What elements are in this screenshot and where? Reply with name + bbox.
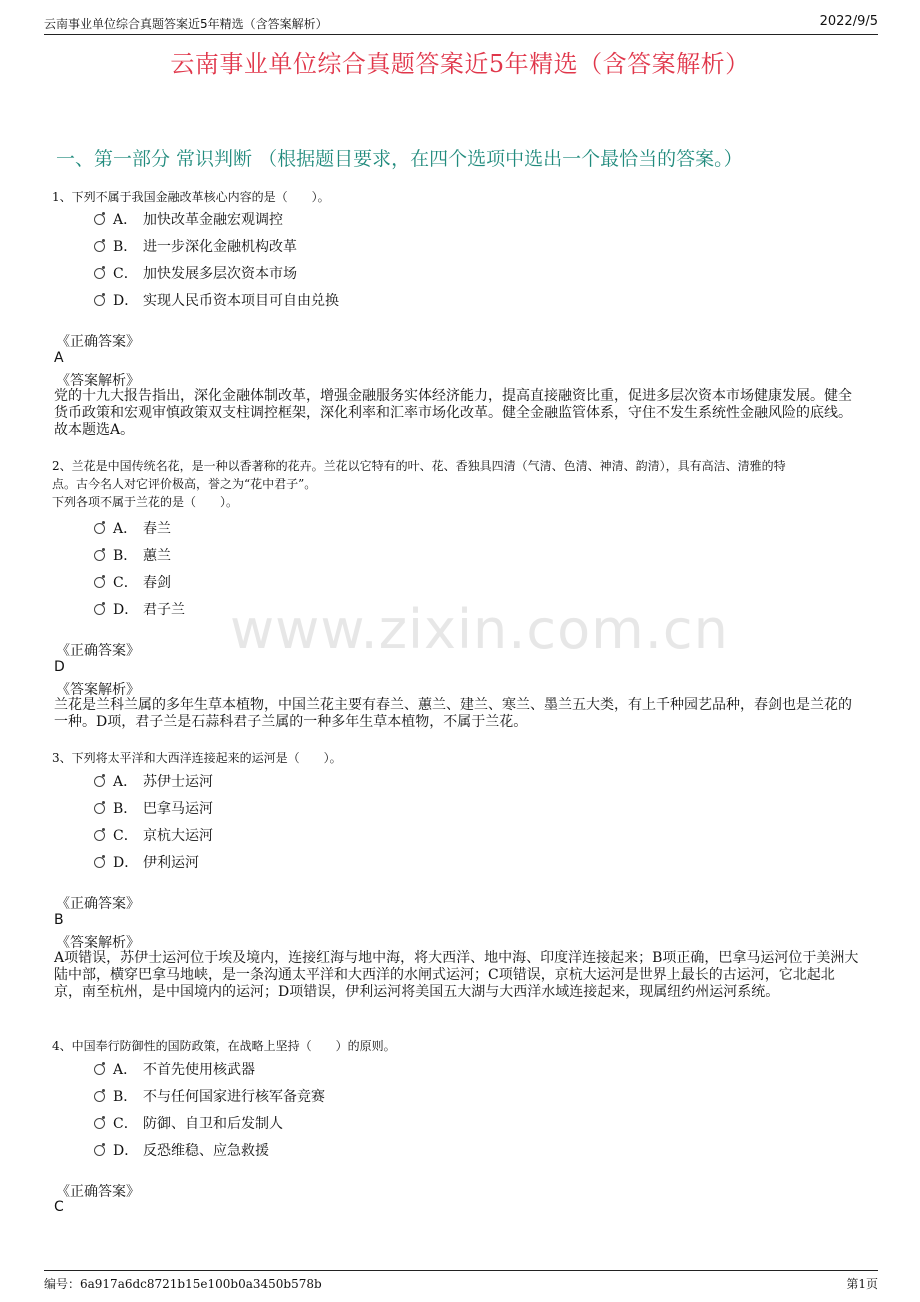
option-letter: D．: [113, 602, 139, 618]
question-4-stem: [52, 1037, 872, 1055]
document-title: 云南事业单位综合真题答案近5年精选（含答案解析）: [170, 50, 750, 78]
page-footer: [44, 1270, 878, 1293]
option-letter: B．: [113, 239, 138, 255]
answer-label: 《正确答案》: [56, 643, 140, 659]
question-1-option-b[interactable]: [94, 236, 297, 256]
radio-icon[interactable]: [94, 803, 105, 814]
radio-icon[interactable]: [94, 857, 105, 868]
radio-icon[interactable]: [94, 577, 105, 588]
question-2-analysis: 兰花是兰科兰属的多年生草本植物，中国兰花主要有春兰、蕙兰、建兰、寒兰、墨兰五大类，有上千种园艺品种，春剑也是兰花的一种。D项，君子兰是石蒜科君子兰属的一种多年生草本植物，不属于兰花。: [54, 697, 852, 730]
option-text: 苏伊士运河: [143, 774, 213, 790]
page-header: [44, 12, 878, 35]
option-text: 春剑: [143, 575, 171, 591]
radio-icon[interactable]: [94, 604, 105, 615]
radio-icon[interactable]: [94, 1145, 105, 1156]
question-3-stem: [52, 749, 872, 767]
question-4-option-d[interactable]: [94, 1140, 269, 1160]
radio-icon[interactable]: [94, 214, 105, 225]
section-heading: 一、第一部分 常识判断 （根据题目要求，在四个选项中选出一个最恰当的答案。）: [56, 148, 743, 170]
question-4-answer: C: [54, 1199, 64, 1215]
question-stem-line: 3、下列将太平洋和大西洋连接起来的运河是（ ）。: [52, 751, 342, 765]
question-stem-line: 1、下列不属于我国金融改革核心内容的是（ ）。: [52, 190, 330, 204]
question-4-option-c[interactable]: [94, 1113, 283, 1133]
header-doc-title: 云南事业单位综合真题答案近5年精选（含答案解析）: [44, 17, 328, 31]
analysis-label: 《答案解析》: [56, 373, 140, 389]
option-text: 加快改革金融宏观调控: [143, 212, 283, 228]
question-2-answer: D: [54, 659, 65, 675]
radio-icon[interactable]: [94, 1064, 105, 1075]
question-3-answer: B: [54, 912, 64, 928]
option-text: 实现人民币资本项目可自由兑换: [143, 293, 339, 309]
header-date: 2022/9/5: [819, 14, 878, 29]
option-letter: D．: [113, 293, 139, 309]
question-stem-line: 点。古今名人对它评价极高，誉之为“花中君子”。: [52, 477, 317, 491]
document-id: 编号：6a917a6dc8721b15e100b0a3450b578b: [44, 1277, 322, 1291]
option-letter: A．: [113, 774, 138, 790]
question-stem-line: 2、兰花是中国传统名花，是一种以香著称的花卉。兰花以它特有的叶、花、香独具四清（气清、色清、神清、韵清），具有高洁、清雅的特: [52, 459, 786, 473]
question-4-option-b[interactable]: [94, 1086, 325, 1106]
radio-icon[interactable]: [94, 1118, 105, 1129]
question-1-stem: [52, 188, 872, 206]
option-letter: A．: [113, 212, 138, 228]
question-3-option-a[interactable]: [94, 771, 213, 791]
option-text: 京杭大运河: [143, 828, 213, 844]
option-text: 不与任何国家进行核军备竞赛: [143, 1089, 325, 1105]
option-letter: D．: [113, 855, 139, 871]
option-text: 春兰: [143, 521, 171, 537]
answer-label: 《正确答案》: [56, 1184, 140, 1200]
option-letter: A．: [113, 1062, 138, 1078]
option-text: 巴拿马运河: [143, 801, 213, 817]
answer-label: 《正确答案》: [56, 896, 140, 912]
radio-icon[interactable]: [94, 268, 105, 279]
option-letter: B．: [113, 1089, 138, 1105]
option-letter: C．: [113, 828, 138, 844]
radio-icon[interactable]: [94, 295, 105, 306]
analysis-label: 《答案解析》: [56, 935, 140, 951]
analysis-label: 《答案解析》: [56, 682, 140, 698]
question-1-option-d[interactable]: [94, 290, 339, 310]
option-text: 反恐维稳、应急救援: [143, 1143, 269, 1159]
option-text: 君子兰: [143, 602, 185, 618]
option-text: 不首先使用核武器: [143, 1062, 255, 1078]
question-3-option-b[interactable]: [94, 798, 213, 818]
option-letter: C．: [113, 1116, 138, 1132]
question-3-option-d[interactable]: [94, 852, 199, 872]
watermark: www.zixin.com.cn: [230, 598, 729, 661]
page-number: 第1页: [846, 1277, 878, 1291]
question-2-option-c[interactable]: [94, 572, 171, 592]
radio-icon[interactable]: [94, 776, 105, 787]
radio-icon[interactable]: [94, 523, 105, 534]
radio-icon[interactable]: [94, 550, 105, 561]
option-letter: D．: [113, 1143, 139, 1159]
radio-icon[interactable]: [94, 1091, 105, 1102]
question-stem-line: 4、中国奉行防御性的国防政策，在战略上坚持（ ）的原则。: [52, 1039, 396, 1053]
question-1-option-a[interactable]: [94, 209, 283, 229]
question-2-option-b[interactable]: [94, 545, 171, 565]
question-2-stem: [52, 457, 872, 511]
question-2-option-a[interactable]: [94, 518, 171, 538]
question-4-option-a[interactable]: [94, 1059, 255, 1079]
question-1-analysis: 党的十九大报告指出，深化金融体制改革，增强金融服务实体经济能力，提高直接融资比重，促进多层次资本市场健康发展。健全货币政策和宏观审慎政策双支柱调控框架，深化利率和汇率市场化改革。健全金融监管体系，守住不发生系统性金融风险的底线。故本题选A。: [54, 388, 852, 438]
answer-label: 《正确答案》: [56, 334, 140, 350]
option-letter: B．: [113, 548, 138, 564]
option-letter: A．: [113, 521, 138, 537]
radio-icon[interactable]: [94, 830, 105, 841]
option-text: 加快发展多层次资本市场: [143, 266, 297, 282]
question-2-option-d[interactable]: [94, 599, 185, 619]
option-text: 防御、自卫和后发制人: [143, 1116, 283, 1132]
option-letter: C．: [113, 575, 138, 591]
option-text: 进一步深化金融机构改革: [143, 239, 297, 255]
question-1-option-c[interactable]: [94, 263, 297, 283]
option-letter: C．: [113, 266, 138, 282]
question-stem-line: 下列各项不属于兰花的是（ ）。: [52, 495, 239, 509]
question-3-option-c[interactable]: [94, 825, 213, 845]
question-1-answer: A: [54, 350, 64, 366]
option-text: 蕙兰: [143, 548, 171, 564]
option-letter: B．: [113, 801, 138, 817]
question-3-analysis: A项错误，苏伊士运河位于埃及境内，连接红海与地中海，将大西洋、地中海、印度洋连接起来；B项正确，巴拿马运河位于美洲大陆中部，横穿巴拿马地峡，是一条沟通太平洋和大西洋的水闸式运河；C项错误，京杭大运河是世界上最长的古运河，它北起北京，南至杭州，是中国境内的运河；D项错误，伊利运河将美国五大湖与大西洋水域连接起来，现属纽约州运河系统。: [54, 950, 859, 1000]
option-text: 伊利运河: [143, 855, 199, 871]
radio-icon[interactable]: [94, 241, 105, 252]
